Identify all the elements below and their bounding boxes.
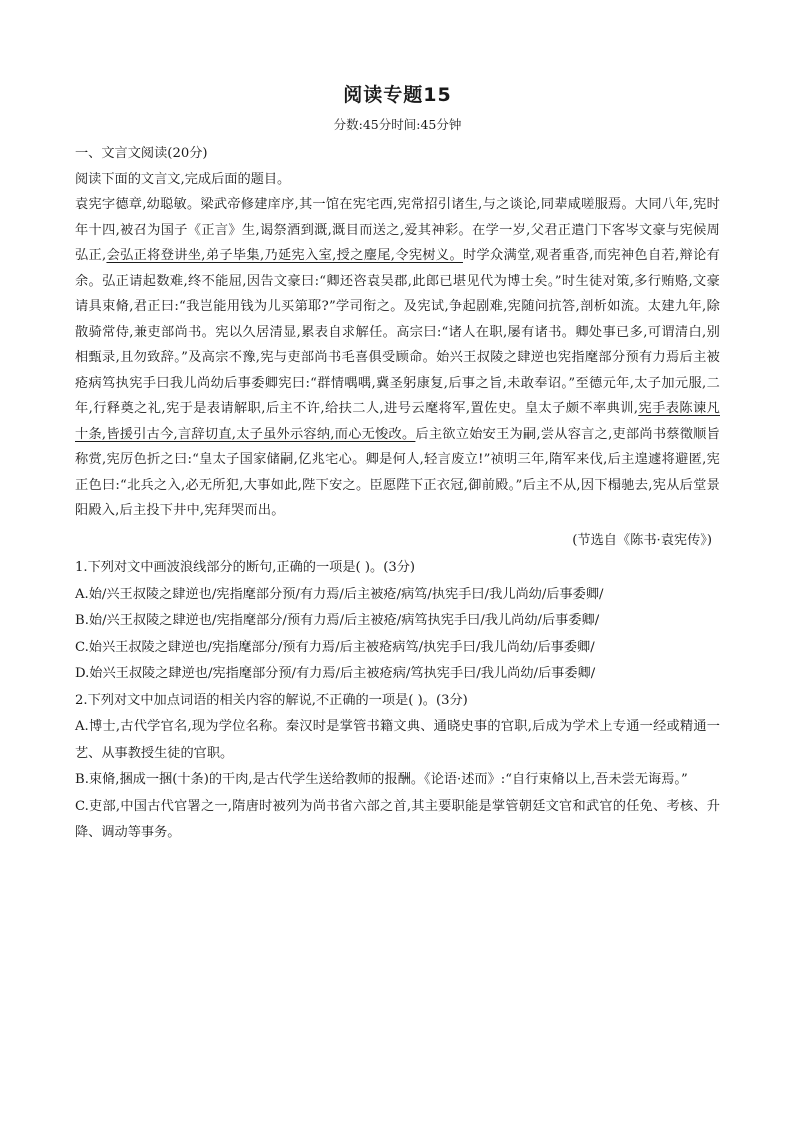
passage-text-3: 后主欲立始安王为嗣,尝从容言之,吏部尚书蔡徵顺旨称赏,宪厉色折之曰:“皇太子国家储嗣,亿兆宅心。卿是何人,轻言废立!”祯明三年,隋军来伐,后主遑遽将避匿,宪正色曰:“北兵之入,必无所犯,大事如此,陛下安之。臣愿陛下正衣冠,御前殿。”后主不从,因下榻驰去,宪从后堂景阳殿入,后主投下井中,宪拜哭而出。 — [75, 426, 720, 518]
question-1 — [75, 555, 720, 688]
underlined-sentence-2: 宪手表陈谏凡十条,皆援引古今,言辞切直,太子虽外示容纳,而心无悛改。 — [75, 401, 720, 442]
question-2-stem: 2.下列对文中加点词语的相关内容的解说,不正确的一项是( )。(3分) — [75, 692, 468, 708]
question-2 — [75, 688, 720, 847]
classical-passage — [75, 192, 720, 524]
passage-text-1: 袁宪字德章,幼聪敏。梁武帝修建庠序,其一馆在宪宅西,宪常招引诸生,与之谈论,同辈咸嗟服焉。大同八年,宪时年十四,被召为国子《正言》生,谒祭酒到溉,溉目而送之,爱其神彩。在学一岁,父君正遣门下客岑文豪与宪候周弘正, — [75, 197, 720, 263]
question-2-option-a: A.博士,古代学官名,现为学位名称。秦汉时是掌管书籍文典、通晓史事的官职,后成为学术上专通一经或精通一艺、从事教授生徒的官职。 — [75, 719, 720, 761]
underlined-sentence-1: 会弘正将登讲坐,弟子毕集,乃延宪入室,授之麈尾,令宪树义。 — [106, 248, 463, 263]
section-heading: 一、文言文阅读(20分) — [75, 146, 208, 161]
question-1-stem: 1.下列对文中画波浪线部分的断句,正确的一项是( )。(3分) — [75, 560, 416, 575]
document-page — [75, 80, 720, 847]
section-instruction: 阅读下面的文言文,完成后面的题目。 — [75, 171, 291, 187]
question-1-option-a: A.始/兴王叔陵之肆逆也/宪指麾部分预/有力焉/后主被疮/病笃/执宪手曰/我儿尚幼/后事委卿/ — [75, 586, 604, 602]
question-1-option-c: C.始兴王叔陵之肆逆也/宪指麾部分/预有力焉/后主被疮病笃/执宪手曰/我儿尚幼/后事委卿/ — [75, 639, 595, 655]
page-title: 阅读专题15 — [343, 84, 452, 106]
score-time-info: 分数:45分时间:45分钟 — [333, 117, 462, 132]
question-2-option-c: C.吏部,中国古代官署之一,隋唐时被列为尚书省六部之首,其主要职能是掌管朝廷文官和武官的任免、考核、升降、调动等事务。 — [75, 798, 720, 840]
passage-source: (节选自《陈书·袁宪传》) — [572, 532, 712, 548]
passage-text-2: 时学众满堂,观者重沓,而宪神色自若,辩论有余。弘正请起数难,终不能屈,因告文豪曰:“卿还咨袁吴郡,此郎已堪见代为博士矣。”时生徒对策,多行贿赂,文豪请具束脩,君正曰:“我岂能用钱为儿买第耶?”学司衔之。及宪试,争起剧难,宪随问抗答,剖析如流。太建九年,除散骑常侍,兼吏部尚书。宪以久居清显,累表自求解任。高宗曰:“诸人在职,屡有诸书。卿处事已多,可谓清白,别相甄录,且勿致辞。”及高宗不豫,宪与吏部尚书毛喜俱受顾命。始兴王叔陵之肆逆也宪指麾部分预有力焉后主被疮病笃执宪手曰我儿尚幼后事委卿宪曰:“群情喁喁,冀圣躬康复,后事之旨,未敢奉诏。”至德元年,太子加元服,二年,行释奠之礼,宪于是表请解职,后主不许,给扶二人,进号云麾将军,置佐史。皇太子颇不率典训, — [75, 248, 720, 416]
question-2-option-b: B.束脩,捆成一捆(十条)的干肉,是古代学生送给教师的报酬。《论语·述而》:“自行束脩以上,吾未尝无诲焉。” — [75, 772, 688, 787]
question-1-option-b: B.始/兴王叔陵之肆逆也/宪指麾部分/预有力焉/后主被疮/病笃执宪手曰/我儿尚幼/后事委卿/ — [75, 613, 600, 628]
question-1-option-d: D.始兴王叔陵之肆逆也/宪指麾部分预/有力焉/后主被疮病/笃执宪手曰/我儿尚幼/后事委卿/ — [75, 666, 596, 681]
